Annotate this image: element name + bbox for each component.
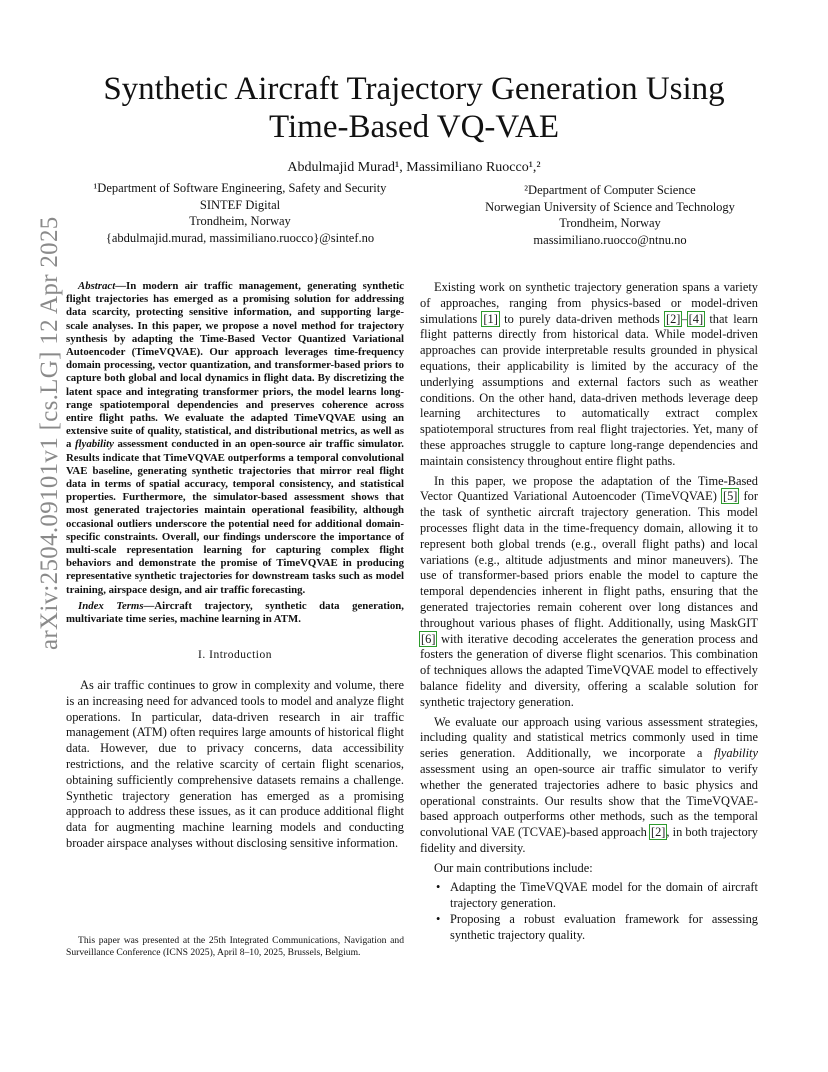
author-list: Abdulmajid Murad¹, Massimiliano Ruocco¹,² <box>287 160 541 175</box>
intro-paragraph: As air traffic continues to grow in complexity and volume, there is an increasing need for advanced tools to model and analyze flight operations. In particular, data-driven research in air traffic management (ATM) often requires large amounts of historical flight data. However, due to privacy concerns, data accessibility restrictions, and the relative scarcity of certain flight scenarios, obtaining sufficiently comprehensive datasets remains a challenge. Synthetic trajectory generation has emerged as a promising approach to address these issues, as it can produce additional flight data for augmenting machine learning models and conducting broader airspace analyses without disclosing sensitive information. <box>66 678 404 851</box>
text-span: with iterative decoding accelerates the generation process and fosters the generation of diverse flight scenarios. This combination of techniques allows the adapted TimeVQVAE model to effectively balance fidelity and diversity, offering a scalable solution for synthetic trajectory generation. <box>420 631 758 709</box>
text-span: to purely data-driven methods <box>498 311 665 326</box>
affiliation-line: ²Department of Computer Science <box>524 183 696 197</box>
footnote: This paper was presented at the 25th Integrated Communications, Navigation and Surveillance Conference (ICNS 2025), April 8–10, 2025, Brussels, Belgium. <box>66 935 404 958</box>
paragraph-proposal <box>420 474 758 711</box>
section-heading: I. Introduction <box>198 649 272 662</box>
text-span: , in both trajectory fidelity and diversity. <box>420 825 758 855</box>
text-span: Existing work on synthetic trajectory generation spans a variety of approaches, ranging from physics-based or model-driven simulations <box>420 280 758 326</box>
affiliation-email[interactable]: {abdulmajid.murad, massimiliano.ruocco}@sintef.no <box>105 230 375 245</box>
text-span: We evaluate our approach using various assessment strategies, including quality and statistical metrics commonly used in time series generation. Additionally, we incorporate a <box>420 714 758 761</box>
affiliation-line: Trondheim, Norway <box>189 214 291 228</box>
affiliation-sintef <box>80 180 400 246</box>
citation-link[interactable]: [1] <box>483 311 498 326</box>
citation-link[interactable]: [4] <box>688 311 704 326</box>
index-terms-text: —Aircraft trajectory, synthetic data generation, multivariate time series, machine learning in ATM. <box>66 599 404 626</box>
affiliation-line: Norwegian University of Science and Technology <box>485 199 735 214</box>
affiliation-email[interactable]: massimiliano.ruocco@ntnu.no <box>533 232 687 247</box>
affiliation-ntnu <box>455 182 765 248</box>
affiliation-line: ¹Department of Software Engineering, Safety and Security <box>93 181 387 195</box>
citation-link[interactable]: [6] <box>421 631 436 646</box>
citation-link[interactable]: [5] <box>722 489 738 504</box>
abstract-italic: flyability <box>74 438 114 451</box>
index-terms-lead: Index Terms <box>78 599 144 612</box>
paragraph-related-work <box>420 280 758 470</box>
text-span: assessment using an open-source air traffic simulator to verify whether the generated trajectories adhere to basic physics and operational constraints. Our results show that the TimeVQVAE-based approach outperforms other methods, such as the temporal convolutional VAE (TCVAE)-based approach <box>420 761 758 840</box>
index-terms <box>66 600 404 626</box>
list-item: • Adapting the TimeVQVAE model for the domain of aircraft trajectory generation. <box>436 880 758 912</box>
abstract-text: assessment conducted in an open-source air traffic simulator. Results indicate that TimeVQVAE outperforms a temporal convolutional VAE baseline, generating synthetic trajectories that mirror real flight data in terms of spatial accuracy, temporal consistency, and statistical properties. Furthermore, the simulator-based assessment shows that most generated trajectories maintain operational feasibility, although occasional outliers underscore the potential need for additional domain-specific constraints. Overall, our findings underscore the importance of multi-scale representation learning for capturing complex flight behaviors and demonstrate the promise of TimeVQVAE in producing representative synthetic trajectories for downstream tasks such as model training, airspace design, and air traffic forecasting. <box>66 438 404 596</box>
affiliation-line: Trondheim, Norway <box>559 216 661 230</box>
text-span: for the task of synthetic aircraft trajectory generation. This model processes flight data in the time-frequency domain, allowing it to represent both global trends (e.g., overall flight paths) and local variations (e.g., altitude adjustments and minor maneuvers). The use of transformer-based priors enable the model to capture the temporal dependencies inherent in flight paths, ensuring that the generated trajectories remain coherent over long distances and throughout various phases of flight. Additionally, using MaskGIT <box>420 489 758 630</box>
affiliation-line: SINTEF Digital <box>199 197 281 212</box>
text-span: – <box>681 311 688 326</box>
contributions-list <box>420 880 758 943</box>
citation-link[interactable]: [2] <box>665 311 681 326</box>
text-span: In this paper, we propose the adaptation of the Time-Based Vector Quantized Variational Autoencoder (TimeVQVAE) <box>420 473 758 504</box>
paragraph-evaluation <box>420 715 758 857</box>
paragraph-contributions: Our main contributions include: <box>434 860 593 875</box>
paper-title: Synthetic Aircraft Trajectory Generation Using Time-Based VQ-VAE <box>103 71 725 145</box>
list-item: • Proposing a robust evaluation framework for assessing synthetic trajectory quality. <box>436 912 758 944</box>
abstract-text: —In modern air traffic management, generating synthetic flight trajectories has emerged as a promising solution for addressing data scarcity, protecting sensitive information, and supporting large-scale analyses. In this paper, we propose a novel method for trajectory synthesis by adapting the Time-Based Vector Quantized Variational Autoencoder (TimeVQVAE). Our approach leverages time-frequency domain processing, vector quantization, and transformer-based priors to capture both global and local dynamics in flight data. By discretizing the latent space and integrating transformer priors, the model learns long-range spatiotemporal dependencies and preserves coherence across entire flight paths. We evaluate the adapted TimeVQVAE using an extensive suite of quality, statistical, and distributional metrics, as well as a <box>66 280 404 451</box>
left-column <box>66 280 404 852</box>
text-italic: flyability <box>713 746 758 761</box>
citation-link[interactable]: [2] <box>650 825 666 840</box>
abstract <box>66 280 404 597</box>
right-column <box>420 280 758 944</box>
arxiv-identifier: arXiv:2504.09101v1 [cs.LG] 12 Apr 2025 <box>36 216 63 650</box>
abstract-lead: Abstract <box>78 280 116 292</box>
text-span: that learn flight patterns directly from historical data. While model-driven approaches can provide interpretable results grounded in physical equations, their applicability is limited by the accuracy of the underlying assumptions and external factors such as weather conditions. On the other hand, data-driven methods leverage deep learning architectures to automatically extract complex spatiotemporal structures from real flight trajectories. Yet, many of these approaches struggle to capture long-range dependencies and maintain consistency throughout entire flight paths. <box>420 311 758 468</box>
